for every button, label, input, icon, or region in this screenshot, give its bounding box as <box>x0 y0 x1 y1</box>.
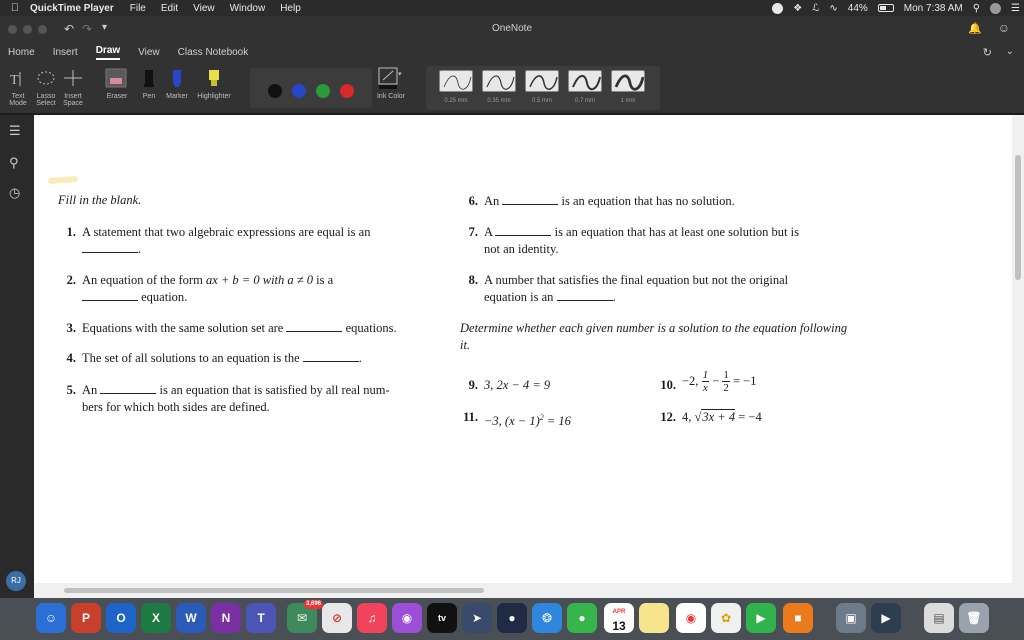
menu-view[interactable]: View <box>193 2 215 14</box>
news-icon[interactable]: ⊘ <box>322 603 352 633</box>
photos-icon[interactable]: ✿ <box>711 603 741 633</box>
tab-home[interactable]: Home <box>8 46 35 58</box>
thickness-option[interactable] <box>438 70 474 104</box>
stroke-sample-icon <box>482 70 516 92</box>
menu-bar <box>0 0 1024 16</box>
svg-text:T: T <box>10 73 19 88</box>
menu-app-name[interactable]: QuickTime Player <box>30 2 114 14</box>
stroke-sample-icon <box>439 70 473 92</box>
svg-text:▾: ▾ <box>398 71 402 78</box>
highlighter-button[interactable] <box>194 66 234 100</box>
facetime-icon[interactable]: ▶ <box>746 603 776 633</box>
feedback-smiley-icon[interactable]: ☺ <box>997 21 1010 35</box>
lasso-select-button[interactable] <box>33 66 59 107</box>
notebooks-icon[interactable]: ☰ <box>9 123 21 138</box>
books-icon[interactable]: ■ <box>783 603 813 633</box>
tab-class-notebook[interactable]: Class Notebook <box>177 46 249 58</box>
ink-color-icon <box>378 66 404 90</box>
marker-icon <box>168 66 186 90</box>
ink-color-label: Ink Color <box>376 93 405 100</box>
answer-blank[interactable] <box>286 322 342 332</box>
thickness-label: 1 mm <box>620 98 636 104</box>
highlighter-label: Highlighter <box>197 93 231 100</box>
answer-blank[interactable] <box>82 243 138 253</box>
thickness-option[interactable] <box>524 70 560 104</box>
collapse-ribbon-icon[interactable]: ⌄ <box>1005 46 1014 57</box>
insert-space-button[interactable] <box>60 66 86 107</box>
draw-ribbon <box>0 62 1024 114</box>
dock <box>0 598 1024 640</box>
pen-button[interactable] <box>138 66 160 100</box>
redo-icon[interactable]: ↷ <box>82 22 93 36</box>
highlighter-icon <box>205 66 223 90</box>
answer-blank[interactable] <box>100 384 156 394</box>
text-mode-label: Text Mode <box>9 93 27 107</box>
problem-item: 10. −2, $\frac{1}{x}$ − $\frac{1}{2}$ = −1 <box>660 369 757 394</box>
thickness-option[interactable] <box>610 70 646 104</box>
battery-icon[interactable] <box>878 4 894 12</box>
left-heading: Fill in the blank. <box>58 193 142 207</box>
thickness-label: 0.7 mm <box>574 98 595 104</box>
teams-icon[interactable]: T <box>246 603 276 633</box>
ribbon-tabs <box>0 42 1024 62</box>
spotlight-icon[interactable]: ⚲ <box>972 2 981 14</box>
outlook-icon[interactable]: O <box>106 603 136 633</box>
pen-icon <box>140 66 158 90</box>
clock[interactable]: Mon 7:38 AM <box>903 2 963 14</box>
calendar-day: 13 <box>612 619 626 633</box>
apple-tv-icon[interactable]: tv <box>427 603 457 633</box>
red-color-swatch[interactable] <box>340 84 354 98</box>
apple-menu-icon[interactable] <box>0 2 30 14</box>
finder-icon[interactable]: ☺ <box>36 603 66 633</box>
answer-blank[interactable] <box>495 226 551 236</box>
trash-icon[interactable]: 🗑 <box>959 603 989 633</box>
sync-icon[interactable]: ↻ <box>982 47 992 59</box>
search-icon[interactable]: ⚲ <box>9 155 19 170</box>
marker-label: Marker <box>166 93 188 100</box>
marker-button[interactable] <box>163 66 191 100</box>
menu-file[interactable]: File <box>129 2 146 14</box>
user-icon[interactable] <box>990 3 1001 14</box>
excel-icon[interactable]: X <box>141 603 171 633</box>
avatar[interactable]: RJ <box>6 571 26 591</box>
thickness-label: 0.5 mm <box>531 98 552 104</box>
scroll-thumb[interactable] <box>64 588 484 593</box>
menu-window[interactable]: Window <box>229 2 266 14</box>
onenote-icon[interactable]: N <box>211 603 241 633</box>
wifi-icon[interactable]: ∿ <box>829 2 838 14</box>
answer-blank[interactable] <box>502 195 558 205</box>
thickness-option[interactable] <box>481 70 517 104</box>
thickness-label: 0.25 mm <box>444 98 468 104</box>
vertical-scrollbar[interactable] <box>1012 115 1024 598</box>
lasso-select-label: Lasso Select <box>36 93 56 107</box>
eraser-button[interactable] <box>102 66 132 100</box>
color-palette <box>250 68 372 108</box>
horizontal-scrollbar[interactable] <box>34 583 1012 598</box>
undo-icon[interactable]: ↶ <box>64 22 75 36</box>
mail-app-icon[interactable]: ✉ 3,696 <box>287 603 317 633</box>
left-navigation <box>0 115 34 598</box>
music-icon[interactable]: ♫ <box>357 603 387 633</box>
lasso-icon <box>35 66 57 90</box>
answer-blank[interactable] <box>303 352 359 362</box>
quick-access-menu-icon[interactable]: ▾ <box>102 22 108 33</box>
messages-icon[interactable]: ● <box>567 603 597 633</box>
tab-insert[interactable]: Insert <box>52 46 78 58</box>
quicktime-icon[interactable]: ▶ <box>871 603 901 633</box>
dropbox-icon[interactable]: ❖ <box>793 2 803 14</box>
menu-edit[interactable]: Edit <box>160 2 179 14</box>
battery-percent: 44% <box>847 2 868 14</box>
tab-draw[interactable]: Draw <box>96 45 120 60</box>
thickness-gallery <box>426 66 660 110</box>
word-icon[interactable]: W <box>176 603 206 633</box>
recent-notes-icon[interactable]: ◷ <box>9 185 21 200</box>
blue-color-swatch[interactable] <box>292 84 306 98</box>
safari-icon[interactable]: ❂ <box>532 603 562 633</box>
window-title: OneNote <box>491 23 533 34</box>
stroke-sample-icon <box>611 70 645 92</box>
powerpoint-icon[interactable]: P <box>71 603 101 633</box>
preview-icon[interactable]: ▣ <box>836 603 866 633</box>
bell-icon[interactable]: 🔔 <box>968 23 982 35</box>
black-color-swatch[interactable] <box>268 84 282 98</box>
pen-label: Pen <box>142 93 156 100</box>
stroke-sample-icon <box>568 70 602 92</box>
page-canvas[interactable]: Fill in the blank. 1. A statement that two algebraic expressions are equal is an . 2. An equation of the form ax + b = 0 with a ≠ 0 is a equation. 3. Equations with the same solution set are equations. 4. The set of all solutions to an equation is the . 5. An is an equation that is satisfied by all real num- bers for which both sides are defined. 6. An is an equation that has no solution. 7. A is an equation that has at least one solution but is not an identity. 8. A number that satisfies the final equation but not the original equation is an . Determine whether each given number is a solution to the equation following it. 9. 3, 2x − 4 = 9 10. −2, $\frac{1}{x}$ − $\frac{1}{2}$ = −1 11. −3, $(x - 1)^2 = 16$ 12. 4, √3x + 4 = −4 <box>34 115 1012 583</box>
launchpad-icon[interactable]: ➤ <box>462 603 492 633</box>
eraser-label: Eraser <box>106 93 128 100</box>
answer-blank[interactable] <box>82 291 138 301</box>
tab-view[interactable]: View <box>138 46 160 58</box>
thickness-label: 0.35 mm <box>487 98 511 104</box>
eraser-icon <box>104 66 130 90</box>
menu-help[interactable]: Help <box>280 2 301 14</box>
insert-space-label: Insert Space <box>63 93 83 107</box>
podcasts-icon[interactable]: ◉ <box>392 603 422 633</box>
siri-icon[interactable]: ● <box>497 603 527 633</box>
answer-blank[interactable] <box>557 291 613 301</box>
scroll-thumb[interactable] <box>1015 155 1021 280</box>
calendar-icon[interactable] <box>604 603 634 633</box>
thickness-option[interactable] <box>567 70 603 104</box>
bluetooth-icon[interactable]: ℒ <box>812 2 820 14</box>
right-heading: Determine whether each given number is a solution to the equation following it. <box>460 321 848 352</box>
record-icon[interactable] <box>772 3 783 14</box>
notes-icon[interactable] <box>639 603 669 633</box>
window-title-bar <box>0 16 1024 42</box>
screenshot-stack-icon[interactable]: ▤ <box>924 603 954 633</box>
ink-color-button[interactable] <box>376 66 406 100</box>
chrome-icon[interactable]: ◉ <box>676 603 706 633</box>
calendar-month: APR <box>612 609 626 615</box>
stroke-sample-icon <box>525 70 559 92</box>
green-color-swatch[interactable] <box>316 84 330 98</box>
text-mode-icon <box>8 66 28 90</box>
highlight-mark <box>48 176 78 184</box>
insert-space-icon <box>62 66 84 90</box>
notification-center-icon[interactable]: ☰ <box>1011 2 1020 14</box>
mail-badge: 3,696 <box>305 601 321 607</box>
text-mode-button[interactable] <box>6 66 30 107</box>
